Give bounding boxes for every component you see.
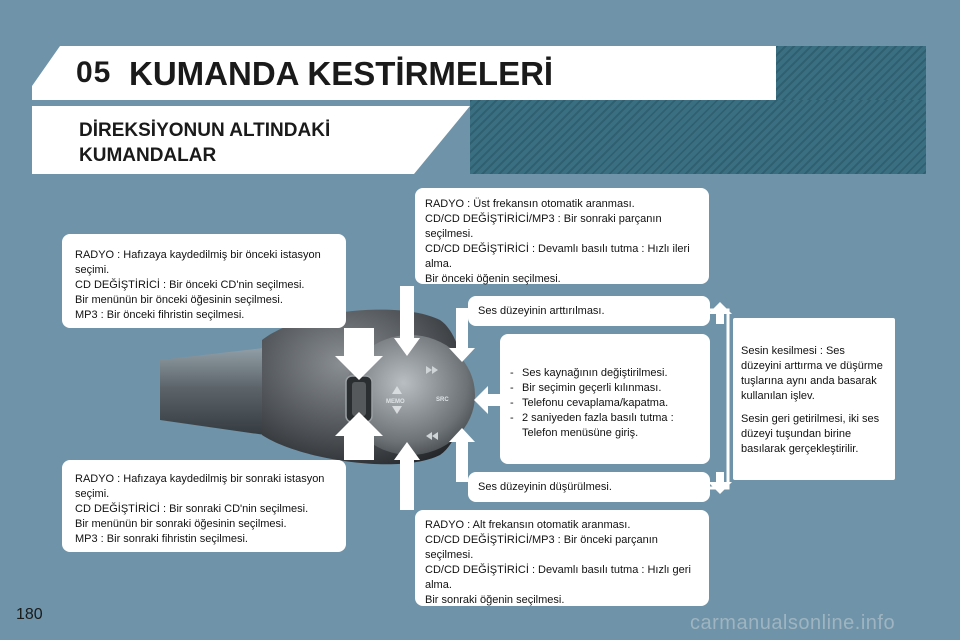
list-item: - Ses kaynağının değiştirilmesi. [510,366,702,381]
arrow-src-icon [474,386,500,414]
callout-line: Bir menünün bir sonraki öğesinin seçilmesi. [75,518,287,530]
list-item: - Telefonu cevaplama/kapatma. [510,396,702,411]
callout-line: MP3 : Bir sonraki fihristin seçilmesi. [75,533,248,545]
callout-line: Bir sonraki öğenin seçilmesi. [425,594,565,606]
callout-line: CD/CD DEĞİŞTİRİCİ : Devamlı basılı tutma : Hızlı geri alma. [425,564,691,591]
callout-line: RADYO : Hafızaya kaydedilmiş bir sonraki istasyon seçimi. [75,473,325,500]
callout-line: Sesin kesilmesi : Ses düzeyini arttırma ve düşürme tuşlarına aynı anda basarak kullanılan işlev. [741,345,883,402]
callout-mute [733,318,895,480]
callout-line: RADYO : Üst frekansın otomatik aranması. [425,198,635,210]
list-item: - Bir seçimin geçerli kılınması. [510,381,702,396]
callout-seek-up [415,188,709,284]
callout-line: CD DEĞİŞTİRİCİ : Bir sonraki CD'nin seçilmesi. [75,503,309,515]
callout-line: CD/CD DEĞİŞTİRİCİ/MP3 : Bir sonraki parçanın seçilmesi. [425,213,662,240]
list-item: - 2 saniyeden fazla basılı tutma : Telefon menüsüne giriş. [510,411,702,441]
callout-line: Bir önceki öğenin seçilmesi. [425,273,561,285]
callout-line: RADYO : Hafızaya kaydedilmiş bir önceki istasyon seçimi. [75,249,321,276]
callout-seek-down [415,510,709,606]
callout-volume-up [468,296,710,326]
callout-line: CD/CD DEĞİŞTİRİCİ : Devamlı basılı tutma : Hızlı ileri alma. [425,243,690,270]
watermark: carmanualsonline.info [690,612,896,634]
source-list [510,366,702,441]
src-label: SRC [436,397,449,403]
callout-line: CD DEĞİŞTİRİCİ : Bir önceki CD'nin seçilmesi. [75,279,305,291]
callout-line: Bir menünün bir önceki öğesinin seçilmesi. [75,294,283,306]
callout-previous-station [62,234,346,328]
callout-line: Ses düzeyinin arttırılması. [478,305,605,317]
callout-line: Sesin geri getirilmesi, iki ses düzeyi tuşundan birine basılarak gerçekleştirilir. [741,413,880,455]
chapter-title: KUMANDA KESTİRMELERİ [129,55,554,92]
callout-volume-down [468,472,710,502]
callout-line: Ses düzeyinin düşürülmesi. [478,481,612,493]
section-title: DİREKSİYONUN ALTINDAKİ KUMANDALAR [79,120,331,166]
callout-line: MP3 : Bir önceki fihristin seçilmesi. [75,309,245,321]
page-number: 180 [16,606,43,623]
callout-source [500,334,710,464]
callout-line: RADYO : Alt frekansın otomatik aranması. [425,519,631,531]
callout-line: CD/CD DEĞİŞTİRİCİ/MP3 : Bir önceki parçanın seçilmesi. [425,534,658,561]
memo-label: MEMO [386,399,405,405]
chapter-number: 05 [76,56,112,89]
callout-next-station [62,460,346,552]
mute-bracket [710,310,728,488]
